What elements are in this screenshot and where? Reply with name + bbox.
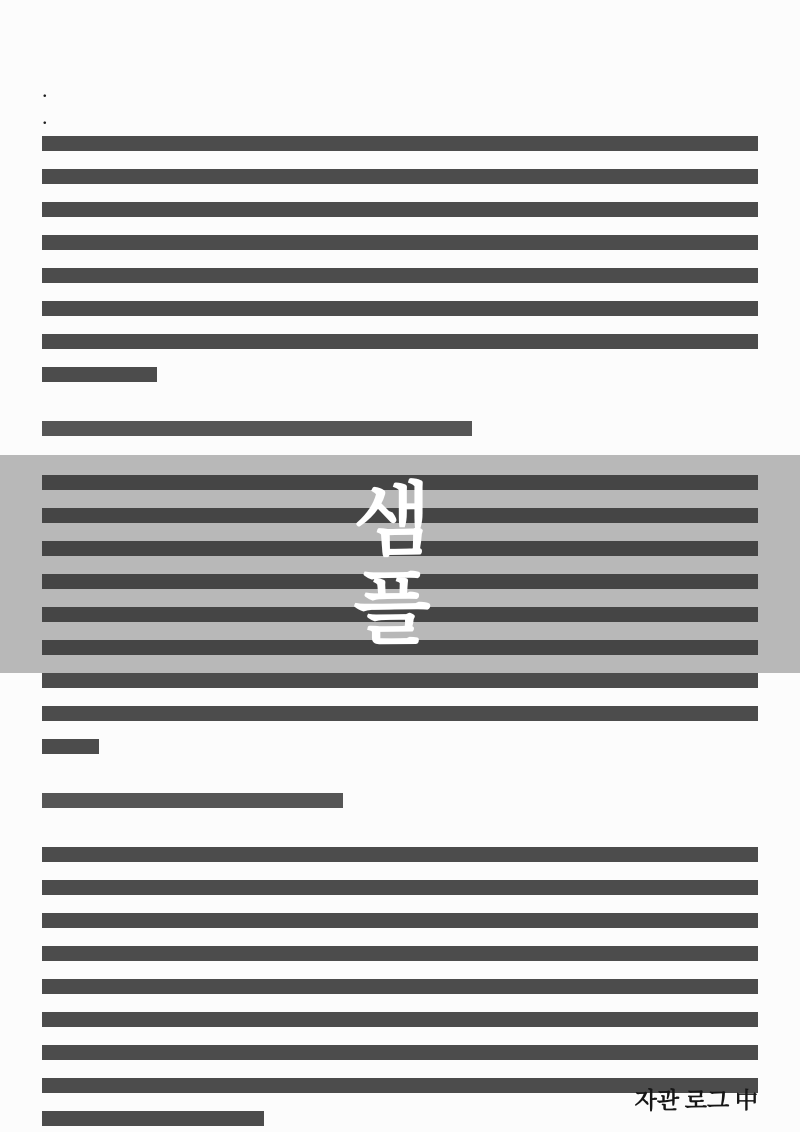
- ellipsis-dot: .: [42, 77, 48, 102]
- redacted-text-bar: [42, 1045, 758, 1060]
- redacted-text-line: [42, 235, 758, 262]
- redacted-text-line: [42, 847, 758, 874]
- redacted-text-line: [42, 1012, 758, 1039]
- redacted-text-bar: [42, 946, 758, 961]
- redacted-text-line: [42, 301, 758, 328]
- redacted-text-line: [42, 979, 758, 1006]
- redacted-text-line: [42, 334, 758, 361]
- redacted-text-bar: [42, 1111, 264, 1126]
- redacted-text-bar: [42, 421, 472, 436]
- redacted-text-line: [42, 169, 758, 196]
- watermark-character: 플: [353, 566, 431, 654]
- redacted-text-line: [42, 793, 758, 820]
- redacted-text-line: [42, 880, 758, 907]
- redacted-text-bar: [42, 235, 758, 250]
- footer-caption: 자관 로그 中: [634, 1088, 758, 1113]
- redacted-text-bar: [42, 913, 758, 928]
- redacted-dialogue-line: [42, 421, 758, 448]
- redacted-text-bar: [42, 793, 343, 808]
- redacted-text-bar: [42, 979, 758, 994]
- redacted-text-bar: [42, 301, 758, 316]
- redacted-text-line: [42, 268, 758, 295]
- redacted-text-line: [42, 421, 758, 448]
- redacted-paragraph: [42, 136, 758, 394]
- redacted-text-bar: [42, 673, 758, 688]
- redacted-text-bar: [42, 1012, 758, 1027]
- redacted-text-line: [42, 739, 758, 766]
- redacted-text-line: [42, 913, 758, 940]
- watermark-character: 샘: [353, 478, 431, 566]
- redacted-text-bar: [42, 136, 758, 151]
- redacted-text-line: [42, 946, 758, 973]
- redacted-text-line: [42, 367, 758, 394]
- redacted-text-bar: [42, 880, 758, 895]
- redacted-text-line: [42, 706, 758, 733]
- redacted-text-bar: [42, 739, 99, 754]
- ellipsis-dot: .: [42, 104, 48, 129]
- redacted-text-line: [42, 673, 758, 700]
- redacted-text-line: [42, 202, 758, 229]
- sample-watermark: [338, 478, 446, 654]
- redacted-text-bar: [42, 847, 758, 862]
- redacted-text-bar: [42, 202, 758, 217]
- redacted-text-bar: [42, 706, 758, 721]
- redacted-text-bar: [42, 169, 758, 184]
- redacted-text-bar: [42, 268, 758, 283]
- redacted-text-line: [42, 136, 758, 163]
- redacted-dialogue-line: [42, 793, 758, 820]
- redacted-text-line: [42, 1045, 758, 1072]
- redacted-text-bar: [42, 334, 758, 349]
- redacted-text-bar: [42, 367, 157, 382]
